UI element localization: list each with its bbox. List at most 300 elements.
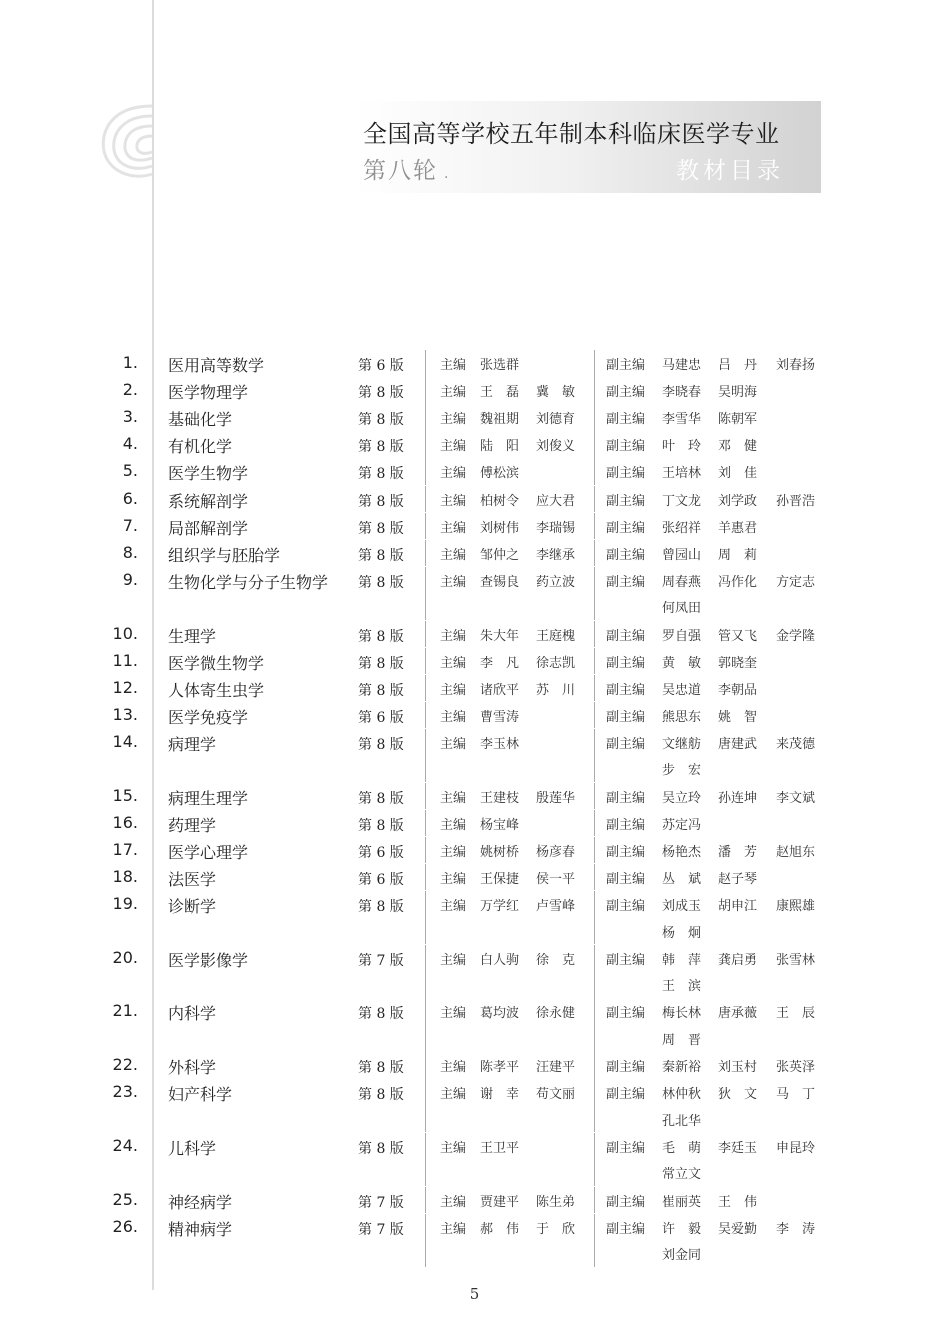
book-row [0,458,949,485]
chief-editor-name: 朱大年 [480,628,520,644]
chief-editor-name: 汪建平 [536,1060,576,1076]
book-number: 21. [112,1001,138,1021]
column-divider [425,377,426,404]
column-divider [425,404,426,431]
book-edition: 第 8 版 [358,790,404,807]
book-title: 精神病学 [168,1219,233,1239]
chief-editor-name: 姚树桥 [480,844,520,860]
deputy-editor-name: 张绍祥 [662,520,702,536]
deputy-editor-name: 王 伟 [718,1194,758,1210]
header-subtitle-text: 第八轮 [363,158,438,184]
book-title: 人体寄生虫学 [168,680,265,700]
book-number: 20. [112,947,138,967]
column-divider [594,702,595,729]
deputy-editor-name: 许 毅 [662,1221,702,1237]
book-edition: 第 8 版 [358,1060,404,1077]
deputy-editor-name: 冯作化 [718,574,758,590]
chief-editor-name: 杨彦春 [536,844,576,860]
deputy-editor-name: 黄 敏 [662,655,702,671]
column-divider [594,1214,595,1267]
chief-editor-label: 主编 [440,952,467,968]
deputy-editor-name: 步 宏 [662,763,702,779]
book-number: 22. [112,1055,138,1075]
column-divider [594,998,595,1051]
deputy-editor-name: 何凤田 [662,601,702,617]
deputy-editor-label: 副主编 [606,1006,646,1022]
chief-editor-name: 陈孝平 [480,1060,520,1076]
book-edition: 第 6 版 [358,871,404,888]
deputy-editor-label: 副主编 [606,817,646,833]
deputy-editor-name: 姚 智 [718,709,758,725]
book-row [0,431,949,458]
swirl-logo-icon [92,96,162,186]
deputy-editor-name: 李雪华 [662,412,702,428]
book-title: 医用高等数学 [168,356,265,375]
chief-editor-name: 万学红 [480,899,520,914]
chief-editor-name: 李瑞锡 [536,520,576,536]
book-title: 基础化学 [168,410,233,430]
deputy-editor-name: 韩 萍 [662,952,702,968]
deputy-editor-label: 副主编 [606,952,646,968]
book-edition: 第 8 版 [358,520,404,537]
deputy-editor-name: 丛 斌 [662,871,702,887]
book-row [0,1052,949,1079]
deputy-editor-label: 副主编 [606,358,646,373]
deputy-editor-label: 副主编 [606,412,646,428]
column-divider [594,729,595,782]
deputy-editor-name: 胡申江 [718,899,758,914]
book-edition: 第 8 版 [358,899,404,915]
deputy-editor-name: 王 滨 [662,979,702,995]
deputy-editor-name: 罗自强 [662,628,702,644]
deputy-editor-name: 李文斌 [776,790,816,806]
deputy-editor-name: 来茂德 [776,736,816,752]
chief-editor-label: 主编 [440,1140,467,1156]
book-edition: 第 8 版 [358,493,404,510]
deputy-editor-label: 副主编 [606,899,646,914]
header-catalog-label: 教材目录 [676,158,784,184]
column-divider [425,783,426,810]
book-edition: 第 8 版 [358,439,404,456]
book-title: 药理学 [168,815,217,835]
book-number: 1. [122,353,138,372]
deputy-editor-name: 王 辰 [776,1006,816,1022]
chief-editor-name: 王建枝 [480,790,520,806]
book-title: 妇产科学 [168,1085,233,1105]
book-edition: 第 8 版 [358,628,404,645]
book-title: 医学生物学 [168,464,249,484]
chief-editor-name: 李 凡 [480,655,520,671]
deputy-editor-name: 陈朝军 [718,412,758,428]
book-title: 医学免疫学 [168,707,249,727]
deputy-editor-name: 丁文龙 [662,493,702,509]
deputy-editor-label: 副主编 [606,466,646,482]
chief-editor-label: 主编 [440,520,467,536]
chief-editor-name: 张选群 [480,358,520,373]
header-subtitle-dot: . [444,166,451,182]
book-title: 系统解剖学 [168,491,249,511]
book-title: 有机化学 [168,437,233,457]
book-edition: 第 7 版 [358,1221,404,1238]
book-row [0,1079,949,1132]
book-row [0,513,949,540]
book-edition: 第 6 版 [358,844,404,861]
deputy-editor-name: 吴忠道 [662,682,702,698]
deputy-editor-name: 狄 文 [718,1087,758,1103]
column-divider [425,350,426,377]
deputy-editor-name: 郭晓奎 [718,655,758,671]
deputy-editor-name: 张英泽 [776,1060,816,1076]
chief-editor-name: 陆 阳 [480,439,520,455]
chief-editor-name: 徐永健 [536,1006,576,1022]
chief-editor-label: 主编 [440,466,467,482]
book-title: 儿科学 [168,1138,217,1158]
chief-editor-name: 刘俊义 [536,439,576,455]
chief-editor-label: 主编 [440,817,467,833]
column-divider [594,810,595,837]
column-divider [594,837,595,864]
book-title: 生理学 [168,626,217,646]
column-divider [425,1133,426,1186]
chief-editor-name: 刘树伟 [480,520,520,536]
column-divider [594,1133,595,1186]
chief-editor-label: 主编 [440,844,467,860]
deputy-editor-label: 副主编 [606,1140,646,1156]
chief-editor-name: 杨宝峰 [480,817,520,833]
book-edition: 第 8 版 [358,466,404,483]
deputy-editor-label: 副主编 [606,1194,646,1210]
deputy-editor-name: 崔丽英 [662,1194,702,1210]
column-divider [425,513,426,540]
deputy-editor-name: 周 晋 [662,1032,702,1048]
column-divider [594,350,595,377]
book-row [0,648,949,675]
chief-editor-name: 李玉林 [480,736,520,752]
deputy-editor-name: 杨艳杰 [662,844,702,860]
deputy-editor-name: 刘 佳 [718,466,758,482]
deputy-editor-name: 曾园山 [662,547,702,563]
deputy-editor-name: 吴爱勤 [718,1221,758,1237]
column-divider [594,945,595,998]
book-number: 16. [112,812,138,832]
book-title: 局部解剖学 [168,518,249,538]
book-number: 26. [112,1216,138,1236]
chief-editor-label: 主编 [440,1060,467,1076]
column-divider [425,1052,426,1079]
deputy-editor-name: 李晓春 [662,385,702,401]
book-number: 8. [122,542,138,562]
column-divider [425,648,426,675]
deputy-editor-name: 熊思东 [662,709,702,725]
deputy-editor-name: 管又飞 [718,628,758,644]
chief-editor-label: 主编 [440,682,467,698]
book-row [0,1214,949,1267]
chief-editor-label: 主编 [440,574,467,590]
column-divider [594,864,595,891]
deputy-editor-name: 刘玉村 [718,1060,758,1076]
deputy-editor-label: 副主编 [606,574,646,590]
column-divider [425,621,426,648]
deputy-editor-label: 副主编 [606,655,646,671]
deputy-editor-label: 副主编 [606,736,646,752]
column-divider [425,864,426,891]
chief-editor-label: 主编 [440,709,467,725]
chief-editor-name: 葛均波 [480,1006,520,1022]
book-row [0,729,949,782]
column-divider [594,567,595,620]
chief-editor-label: 主编 [440,358,467,373]
book-row [0,810,949,837]
chief-editor-name: 刘德育 [536,412,576,428]
deputy-editor-name: 吕 丹 [718,358,758,373]
book-number: 14. [112,731,138,751]
chief-editor-name: 邹仲之 [480,547,520,563]
deputy-editor-name: 唐建武 [718,736,758,752]
column-divider [425,567,426,620]
book-title: 外科学 [168,1058,217,1078]
book-edition: 第 8 版 [358,574,404,591]
column-divider [594,377,595,404]
deputy-editor-name: 金学隆 [776,628,816,644]
book-number: 5. [122,461,138,481]
chief-editor-name: 侯一平 [536,871,576,887]
column-divider [594,513,595,540]
book-number: 25. [112,1189,138,1209]
deputy-editor-name: 康熙雄 [776,899,816,914]
book-row [0,675,949,702]
deputy-editor-name: 潘 芳 [718,844,758,860]
column-divider [425,891,426,944]
deputy-editor-name: 孔北华 [662,1113,702,1129]
book-number: 12. [112,677,138,697]
deputy-editor-label: 副主编 [606,547,646,563]
deputy-editor-name: 马建忠 [662,358,702,373]
chief-editor-name: 魏祖期 [480,412,520,428]
column-divider [425,1079,426,1132]
column-divider [425,945,426,998]
book-number: 15. [112,785,138,805]
chief-editor-label: 主编 [440,1087,467,1103]
book-number: 19. [112,894,138,913]
deputy-editor-label: 副主编 [606,628,646,644]
deputy-editor-name: 申昆玲 [776,1140,816,1156]
chief-editor-label: 主编 [440,736,467,752]
book-number: 2. [122,380,138,400]
book-title: 生物化学与分子生物学 [168,572,329,592]
deputy-editor-label: 副主编 [606,385,646,401]
book-number: 17. [112,839,138,859]
deputy-editor-name: 赵旭东 [776,844,816,860]
deputy-editor-name: 常立文 [662,1167,702,1183]
book-edition: 第 7 版 [358,952,404,969]
deputy-editor-label: 副主编 [606,1087,646,1103]
book-number: 24. [112,1135,138,1155]
book-title: 医学物理学 [168,383,249,403]
deputy-editor-label: 副主编 [606,493,646,509]
deputy-editor-name: 方定志 [776,574,816,590]
chief-editor-name: 陈生弟 [536,1194,576,1210]
book-row [0,540,949,567]
book-edition: 第 8 版 [358,655,404,672]
column-divider [594,458,595,485]
book-row [0,783,949,810]
column-divider [594,1187,595,1214]
book-edition: 第 6 版 [358,709,404,726]
book-number: 6. [122,488,138,508]
chief-editor-label: 主编 [440,899,467,914]
deputy-editor-label: 副主编 [606,439,646,455]
column-divider [594,675,595,702]
deputy-editor-name: 苏定冯 [662,817,702,833]
column-divider [425,998,426,1051]
book-edition: 第 8 版 [358,412,404,429]
book-row [0,837,949,864]
column-divider [425,431,426,458]
book-row [0,404,949,431]
chief-editor-name: 王保捷 [480,871,520,887]
book-row [0,377,949,404]
column-divider [425,458,426,485]
book-row [0,891,949,944]
deputy-editor-name: 李 涛 [776,1221,816,1237]
column-divider [594,891,595,944]
column-divider [594,1052,595,1079]
book-edition: 第 8 版 [358,547,404,564]
chief-editor-name: 傅松滨 [480,466,520,482]
deputy-editor-label: 副主编 [606,520,646,536]
book-title: 病理生理学 [168,788,249,808]
column-divider [594,431,595,458]
book-number: 7. [122,515,138,535]
header-title: 全国高等学校五年制本科临床医学专业 [363,120,780,148]
book-title: 医学心理学 [168,842,249,862]
chief-editor-name: 王卫平 [480,1140,520,1156]
chief-editor-name: 药立波 [536,574,576,590]
chief-editor-name: 李继承 [536,547,576,563]
deputy-editor-name: 刘金同 [662,1248,702,1264]
deputy-editor-name: 刘学政 [718,493,758,509]
column-divider [425,810,426,837]
column-divider [594,1079,595,1132]
book-edition: 第 6 版 [358,358,404,374]
column-divider [425,837,426,864]
deputy-editor-name: 羊惠君 [718,520,758,536]
deputy-editor-name: 李朝品 [718,682,758,698]
deputy-editor-name: 文继舫 [662,736,702,752]
book-edition: 第 8 版 [358,1140,404,1157]
deputy-editor-name: 孙晋浩 [776,493,816,509]
deputy-editor-label: 副主编 [606,1221,646,1237]
column-divider [594,404,595,431]
column-divider [594,648,595,675]
book-number: 3. [122,407,138,427]
book-title: 病理学 [168,734,217,754]
deputy-editor-label: 副主编 [606,1060,646,1076]
book-edition: 第 8 版 [358,385,404,402]
deputy-editor-name: 赵子琴 [718,871,758,887]
book-row [0,998,949,1051]
book-number: 18. [112,866,138,886]
deputy-editor-name: 马 丁 [776,1087,816,1103]
chief-editor-label: 主编 [440,1194,467,1210]
chief-editor-label: 主编 [440,790,467,806]
deputy-editor-name: 叶 玲 [662,439,702,455]
column-divider [594,486,595,513]
book-title: 医学影像学 [168,950,249,970]
book-edition: 第 8 版 [358,682,404,699]
deputy-editor-name: 王培林 [662,466,702,482]
chief-editor-name: 王庭槐 [536,628,576,644]
book-edition: 第 7 版 [358,1194,404,1211]
header-subtitle [363,152,450,185]
column-divider [425,1214,426,1267]
book-row [0,1133,949,1186]
deputy-editor-label: 副主编 [606,871,646,887]
book-row [0,1187,949,1214]
column-divider [425,702,426,729]
book-number: 11. [112,650,138,670]
book-number: 23. [112,1082,138,1102]
chief-editor-name: 谢 幸 [480,1087,520,1103]
column-divider [425,486,426,513]
chief-editor-name: 白人驹 [480,952,520,968]
book-number: 13. [112,704,138,724]
chief-editor-label: 主编 [440,547,467,563]
book-title: 内科学 [168,1004,217,1024]
deputy-editor-label: 副主编 [606,682,646,698]
column-divider [594,540,595,567]
book-number: 9. [122,569,138,589]
deputy-editor-name: 张雪林 [776,952,816,968]
chief-editor-name: 王 磊 [480,385,520,401]
chief-editor-name: 查锡良 [480,574,520,590]
deputy-editor-name: 秦新裕 [662,1060,702,1076]
book-row [0,486,949,513]
deputy-editor-name: 吴明海 [718,385,758,401]
book-row [0,621,949,648]
chief-editor-label: 主编 [440,628,467,644]
book-edition: 第 8 版 [358,817,404,834]
book-title: 神经病学 [168,1192,233,1212]
chief-editor-label: 主编 [440,871,467,887]
chief-editor-name: 曹雪涛 [480,709,520,725]
book-title: 组织学与胚胎学 [168,545,281,565]
chief-editor-name: 郝 伟 [480,1221,520,1237]
deputy-editor-label: 副主编 [606,709,646,725]
book-row [0,945,949,998]
deputy-editor-label: 副主编 [606,844,646,860]
chief-editor-name: 殷莲华 [536,790,576,806]
column-divider [425,675,426,702]
deputy-editor-name: 李廷玉 [718,1140,758,1156]
chief-editor-name: 徐志凯 [536,655,576,671]
deputy-editor-name: 周春燕 [662,574,702,590]
deputy-editor-name: 刘成玉 [662,899,702,914]
column-divider [425,540,426,567]
page-number: 5 [469,1285,480,1303]
column-divider [594,783,595,810]
deputy-editor-name: 吴立玲 [662,790,702,806]
chief-editor-label: 主编 [440,1006,467,1022]
deputy-editor-name: 邓 健 [718,439,758,455]
deputy-editor-name: 毛 萌 [662,1140,702,1156]
chief-editor-name: 于 欣 [536,1221,576,1237]
deputy-editor-name: 周 莉 [718,547,758,563]
deputy-editor-name: 梅长林 [662,1006,702,1022]
column-divider [425,729,426,782]
deputy-editor-name: 唐承薇 [718,1006,758,1022]
chief-editor-name: 卢雪峰 [536,899,576,914]
